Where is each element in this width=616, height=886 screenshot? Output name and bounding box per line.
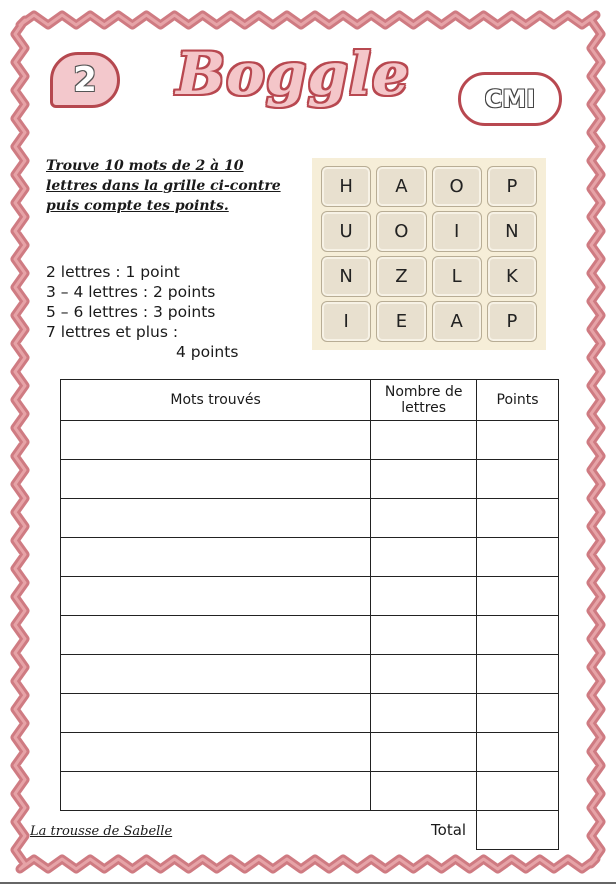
table-row	[61, 655, 559, 694]
letter-count-cell[interactable]	[371, 616, 477, 655]
word-cell[interactable]	[61, 421, 371, 460]
points-cell[interactable]	[477, 616, 559, 655]
letter-count-cell[interactable]	[371, 577, 477, 616]
author-credit: La trousse de Sabelle	[30, 824, 173, 839]
letter-count-cell[interactable]	[371, 499, 477, 538]
letter-tile[interactable]: A	[376, 166, 426, 207]
word-cell[interactable]	[61, 460, 371, 499]
word-cell[interactable]	[61, 577, 371, 616]
scoring-line: 3 – 4 lettres : 2 points	[46, 283, 216, 301]
scoring-line: 2 lettres : 1 point	[46, 263, 180, 281]
points-cell[interactable]	[477, 577, 559, 616]
boggle-letter-grid	[312, 158, 546, 350]
letter-count-cell[interactable]	[371, 421, 477, 460]
letter-count-cell[interactable]	[371, 538, 477, 577]
letter-tile[interactable]: I	[321, 301, 371, 342]
points-cell[interactable]	[477, 655, 559, 694]
points-cell[interactable]	[477, 499, 559, 538]
letter-tile[interactable]: E	[376, 301, 426, 342]
scoring-line: 7 lettres et plus :	[46, 323, 179, 341]
scoring-rules	[46, 262, 286, 362]
word-cell[interactable]	[61, 655, 371, 694]
letter-tile[interactable]: U	[321, 211, 371, 252]
header-points: Points	[477, 380, 559, 421]
letter-count-cell[interactable]	[371, 694, 477, 733]
letter-tile[interactable]: P	[487, 301, 537, 342]
letter-tile[interactable]: P	[487, 166, 537, 207]
letter-tile[interactable]: I	[432, 211, 482, 252]
letter-tile[interactable]: N	[321, 256, 371, 297]
points-cell[interactable]	[477, 538, 559, 577]
points-cell[interactable]	[477, 694, 559, 733]
scoring-line: 4 points	[176, 343, 239, 361]
header-letter-count: Nombre de lettres	[371, 380, 477, 421]
total-points-cell[interactable]	[477, 811, 559, 850]
word-cell[interactable]	[61, 694, 371, 733]
points-cell[interactable]	[477, 733, 559, 772]
letter-tile[interactable]: O	[432, 166, 482, 207]
letter-count-cell[interactable]	[371, 460, 477, 499]
letter-tile[interactable]: A	[432, 301, 482, 342]
letter-count-cell[interactable]	[371, 733, 477, 772]
letter-tile[interactable]: L	[432, 256, 482, 297]
points-cell[interactable]	[477, 421, 559, 460]
letter-tile[interactable]: N	[487, 211, 537, 252]
table-row	[61, 538, 559, 577]
worksheet-number-badge: 2	[50, 52, 120, 108]
letter-tile[interactable]: O	[376, 211, 426, 252]
letter-count-cell[interactable]	[371, 772, 477, 811]
table-row	[61, 694, 559, 733]
header-words-found: Mots trouvés	[61, 380, 371, 421]
total-label: Total	[431, 821, 467, 840]
table-row	[61, 460, 559, 499]
word-cell[interactable]	[61, 733, 371, 772]
page-title: Boggle	[176, 40, 410, 108]
word-cell[interactable]	[61, 772, 371, 811]
letter-count-cell[interactable]	[371, 655, 477, 694]
table-row	[61, 421, 559, 460]
word-cell[interactable]	[61, 538, 371, 577]
level-cloud-badge: CMI	[458, 72, 562, 126]
table-row	[61, 733, 559, 772]
words-found-table	[60, 379, 559, 850]
table-row	[61, 772, 559, 811]
word-cell[interactable]	[61, 616, 371, 655]
letter-tile[interactable]: Z	[376, 256, 426, 297]
scoring-line: 5 – 6 lettres : 3 points	[46, 303, 216, 321]
instructions-text: Trouve 10 mots de 2 à 10 lettres dans la grille ci-contre puis compte tes points.	[46, 158, 281, 214]
table-row	[61, 499, 559, 538]
points-cell[interactable]	[477, 460, 559, 499]
points-cell[interactable]	[477, 772, 559, 811]
table-header-row	[61, 380, 559, 421]
letter-tile[interactable]: H	[321, 166, 371, 207]
letter-tile[interactable]: K	[487, 256, 537, 297]
word-cell[interactable]	[61, 499, 371, 538]
table-row	[61, 577, 559, 616]
table-row	[61, 616, 559, 655]
